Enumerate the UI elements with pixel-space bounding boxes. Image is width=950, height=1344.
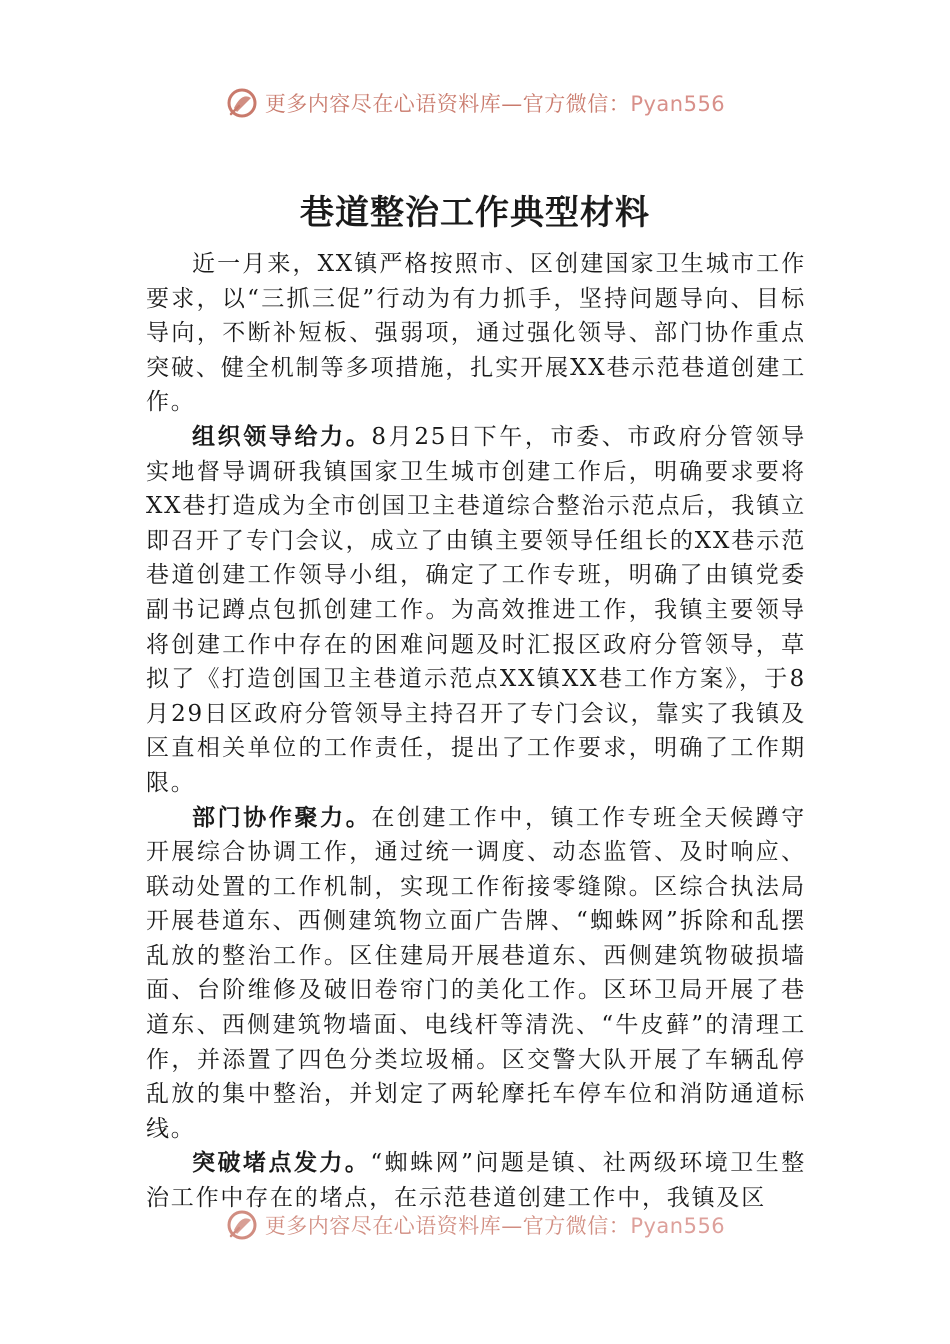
logo-icon bbox=[225, 86, 259, 120]
watermark-text: 更多内容尽在心语资料库—官方微信： bbox=[264, 92, 631, 116]
watermark-id: Pyan556 bbox=[630, 1214, 726, 1238]
document-body bbox=[146, 247, 806, 1215]
watermark-id: Pyan556 bbox=[630, 92, 726, 116]
logo-icon bbox=[225, 1208, 259, 1242]
watermark-footer bbox=[0, 1205, 950, 1245]
paragraph-text: 在创建工作中，镇工作专班全天候蹲守开展综合协调工作，通过统一调度、动态监管、及时响应、联动处置的工作机制，实现工作衔接零缝隙。区综合执法局开展巷道东、西侧建筑物立面广告牌、“蜘蛛网”拆除和乱摆乱放的整治工作。区住建局开展巷道东、西侧建筑物破损墙面、台阶维修及破旧卷帘门的美化工作。区环卫局开展了巷道东、西侧建筑物墙面、电线杆等清洗、“牛皮藓”的清理工作，并添置了四色分类垃圾桶。区交警大队开展了车辆乱停乱放的集中整治，并划定了两轮摩托车停车位和消防通道标线。 bbox=[146, 804, 806, 1142]
paragraph-text: 近一月来，XX镇严格按照市、区创建国家卫生城市工作要求，以“三抓三促”行动为有力抓手，坚持问题导向、目标导向，不断补短板、强弱项，通过强化领导、部门协作重点突破、健全机制等多项措施，扎实开展XX巷示范巷道创建工作。 bbox=[146, 251, 806, 416]
paragraph-cooperation bbox=[146, 801, 806, 1147]
paragraph-intro bbox=[146, 247, 806, 420]
watermark-text: 更多内容尽在心语资料库—官方微信： bbox=[264, 1214, 631, 1238]
watermark-header bbox=[0, 83, 950, 123]
paragraph-lead: 组织领导给力。 bbox=[192, 422, 372, 450]
paragraph-text: “蜘蛛网”问题是镇、社两级环境卫生整治工作中存在的堵点，在示范巷道创建工作中，我镇及区 bbox=[146, 1150, 806, 1212]
paragraph-text: 8月25日下午，市委、市政府分管领导实地督导调研我镇国家卫生城市创建工作后，明确要求要将XX巷打造成为全市创国卫主巷道综合整治示范点后，我镇立即召开了专门会议，成立了由镇主要领导任组长的XX巷示范巷道创建工作领导小组，确定了工作专班，明确了由镇党委副书记蹲点包抓创建工作。为高效推进工作，我镇主要领导将创建工作中存在的困难问题及时汇报区政府分管领导，草拟了《打造创国卫主巷道示范点XX镇XX巷工作方案》，于8月29日区政府分管领导主持召开了专门会议，靠实了我镇及区直相关单位的工作责任，提出了工作要求，明确了工作期限。 bbox=[146, 423, 806, 796]
paragraph-lead: 部门协作聚力。 bbox=[192, 803, 372, 831]
paragraph-organization bbox=[146, 420, 806, 801]
paragraph-lead: 突破堵点发力。 bbox=[192, 1149, 371, 1177]
document-title: 巷道整治工作典型材料 bbox=[300, 193, 650, 233]
